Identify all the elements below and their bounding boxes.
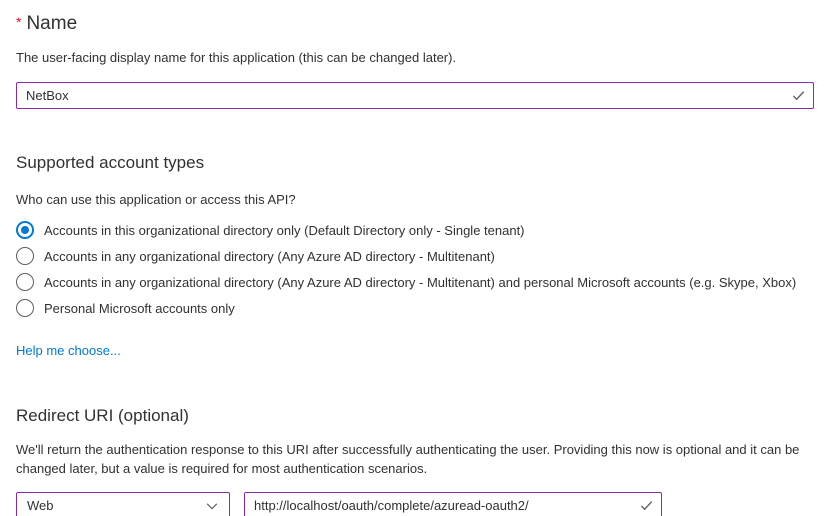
account-type-radio-group xyxy=(16,217,814,321)
radio-selected-icon[interactable] xyxy=(16,221,34,239)
name-input-container xyxy=(16,82,814,109)
radio-option-single-tenant[interactable] xyxy=(16,217,814,243)
radio-unselected-icon[interactable] xyxy=(16,299,34,317)
radio-option-label: Accounts in any organizational directory (Any Azure AD directory - Multitenant) xyxy=(44,248,495,264)
radio-option-label: Accounts in any organizational directory (Any Azure AD directory - Multitenant) and personal Microsoft accounts (e.g. Skype, Xbox) xyxy=(44,274,797,290)
chevron-down-icon xyxy=(205,499,219,513)
platform-dropdown[interactable] xyxy=(16,492,230,516)
name-field-title xyxy=(16,11,814,35)
redirect-uri-controls xyxy=(16,492,814,516)
required-asterisk: * xyxy=(16,14,22,30)
account-types-question: Who can use this application or access this API? xyxy=(16,192,296,207)
redirect-uri-section xyxy=(16,406,814,516)
radio-option-multitenant[interactable] xyxy=(16,243,814,269)
radio-option-multitenant-personal[interactable] xyxy=(16,269,814,295)
redirect-uri-title: Redirect URI (optional) xyxy=(16,406,189,425)
help-me-choose-link[interactable]: Help me choose... xyxy=(16,343,121,358)
supported-account-types-section xyxy=(16,153,814,360)
supported-account-types-title: Supported account types xyxy=(16,153,205,172)
platform-dropdown-value: Web xyxy=(27,498,54,513)
radio-option-label: Accounts in this organizational directory only (Default Directory only - Single tenant) xyxy=(44,222,525,238)
radio-unselected-icon[interactable] xyxy=(16,273,34,291)
redirect-uri-description: We'll return the authentication response to this URI after successfully authenticating the user. Providing this now is optional and it can be changed later, but a value is required for most authentication scenarios. xyxy=(16,442,800,476)
radio-unselected-icon[interactable] xyxy=(16,247,34,265)
redirect-uri-input[interactable] xyxy=(244,492,662,516)
name-input[interactable] xyxy=(16,82,814,109)
radio-option-personal-only[interactable] xyxy=(16,295,814,321)
name-field-description: The user-facing display name for this application (this can be changed later). xyxy=(16,50,457,65)
radio-option-label: Personal Microsoft accounts only xyxy=(44,300,235,316)
name-field-title-text: Name xyxy=(26,13,78,34)
redirect-uri-input-container xyxy=(244,492,662,516)
